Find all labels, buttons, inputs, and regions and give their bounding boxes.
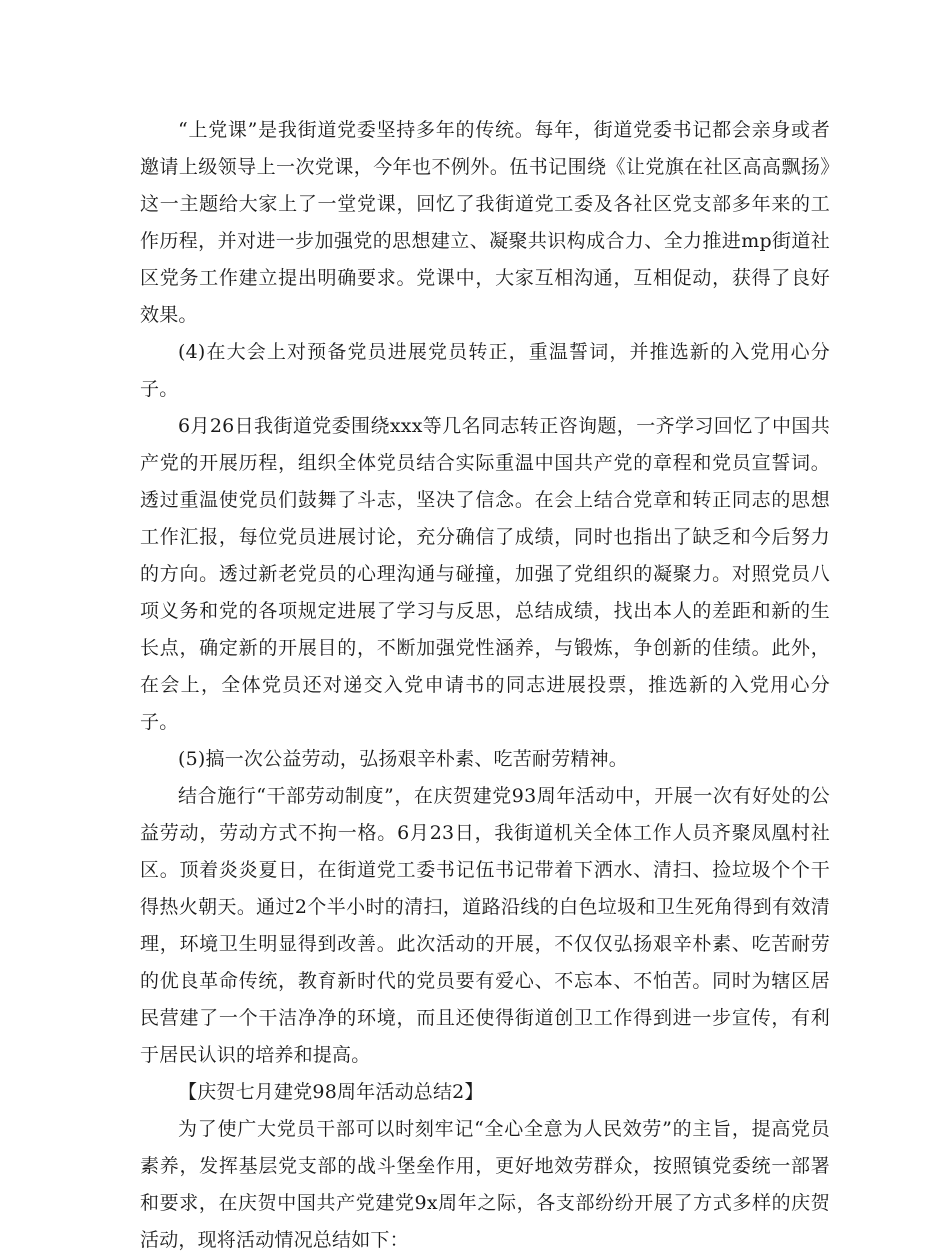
- section-title-summary-2: 【庆贺七月建党98周年活动总结2】: [178, 1081, 484, 1103]
- paragraph-item-4-heading: (4)在大会上对预备党员进展党员转正，重温誓词，并推选新的入党用心分子。: [140, 341, 830, 400]
- document-body: [140, 112, 830, 1259]
- paragraph-summary-intro: 为了使广大党员干部可以时刻牢记“全心全意为人民效劳”的主旨，提高党员素养，发挥基层党支部的战斗堡垒作用，更好地效劳群众，按照镇党委统一部署和要求，在庆贺中国共产党建党9x周年之际，各支部纷纷开展了方式多样的庆贺活动，现将活动情况总结如下：: [140, 1118, 830, 1251]
- paragraph-member-conversion: 6月26日我街道党委围绕xxx等几名同志转正咨询题，一齐学习回忆了中国共产党的开展历程，组织全体党员结合实际重温中国共产党的章程和党员宣誓词。透过重温使党员们鼓舞了斗志，坚决了信念。在会上结合党章和转正同志的思想工作汇报，每位党员进展讨论，充分确信了成绩，同时也指出了缺乏和今后努力的方向。透过新老党员的心理沟通与碰撞，加强了党组织的凝聚力。对照党员八项义务和党的各项规定进展了学习与反思，总结成绩，找出本人的差距和新的生长点，确定新的开展目的，不断加强党性涵养，与锻炼，争创新的佳绩。此外，在会上，全体党员还对递交入党申请书的同志进展投票，推选新的入党用心分子。: [140, 415, 830, 733]
- paragraph-item-5-heading: (5)搞一次公益劳动，弘扬艰辛朴素、吃苦耐劳精神。: [178, 748, 628, 770]
- paragraph-public-labor: 结合施行“干部劳动制度”，在庆贺建党93周年活动中，开展一次有好处的公益劳动，劳动方式不拘一格。6月23日，我街道机关全体工作人员齐聚凤凰村社区。顶着炎炎夏日，在街道党工委书记伍书记带着下洒水、清扫、捡垃圾个个干得热火朝天。通过2个半小时的清扫，道路沿线的白色垃圾和卫生死角得到有效清理，环境卫生明显得到改善。此次活动的开展，不仅仅弘扬艰辛朴素、吃苦耐劳的优良革命传统，教育新时代的党员要有爱心、不忘本、不怕苦。同时为辖区居民营建了一个干洁净净的环境，而且还使得街道创卫工作得到进一步宣传，有利于居民认识的培养和提高。: [140, 785, 830, 1066]
- paragraph-party-lecture: “上党课”是我街道党委坚持多年的传统。每年，街道党委书记都会亲身或者邀请上级领导上一次党课，今年也不例外。伍书记围绕《让党旗在社区高高飘扬》这一主题给大家上了一堂党课，回忆了我街道党工委及各社区党支部多年来的工作历程，并对进一步加强党的思想建立、凝聚共识构成合力、全力推进mp街道社区党务工作建立提出明确要求。党课中，大家互相沟通，互相促动，获得了良好效果。: [140, 119, 830, 326]
